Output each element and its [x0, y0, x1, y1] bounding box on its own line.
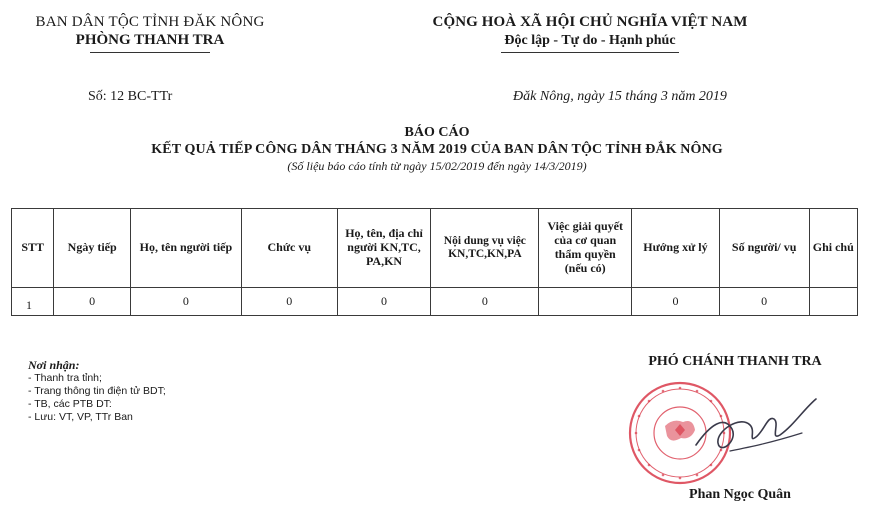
handwritten-signature-icon	[690, 385, 820, 475]
header-cell-reception-date: Ngày tiếp	[54, 209, 131, 288]
report-table	[11, 208, 858, 316]
header-cell-stt: STT	[12, 209, 54, 288]
table-row	[12, 288, 858, 316]
signer-title: PHÓ CHÁNH THANH TRA	[648, 354, 822, 369]
document-date: Đăk Nông, ngày 15 tháng 3 năm 2019	[513, 89, 727, 104]
table-header-row	[12, 209, 858, 288]
cell-receiver-name: 0	[130, 288, 241, 316]
document-number: Số: 12 BC-TTr	[88, 89, 173, 104]
recipient-item: - Trang thông tin điện tử BDT;	[28, 385, 166, 397]
cell-complainant: 0	[337, 288, 431, 316]
header-cell-count: Số người/ vụ	[719, 209, 809, 288]
recipient-item: - Thanh tra tỉnh;	[28, 372, 102, 384]
national-motto: Độc lập - Tự do - Hạnh phúc	[504, 33, 676, 48]
recipients-heading: Nơi nhận:	[28, 358, 80, 372]
report-subject: KẾT QUẢ TIẾP CÔNG DÂN THÁNG 3 NĂM 2019 CỦA BAN DÂN TỘC TỈNH ĐẮK NÔNG	[151, 142, 723, 157]
organization-name: BAN DÂN TỘC TỈNH ĐĂK NÔNG	[35, 14, 265, 30]
cell-case-content: 0	[431, 288, 539, 316]
header-cell-case-content: Nội dung vụ việc KN,TC,KN,PA	[431, 209, 539, 288]
header-cell-complainant: Họ, tên, địa chỉ người KN,TC, PA,KN	[337, 209, 431, 288]
header-cell-handling: Hướng xử lý	[632, 209, 720, 288]
department-name: PHÒNG THANH TRA	[75, 32, 225, 48]
header-right-underline	[501, 52, 679, 53]
report-title	[0, 125, 874, 174]
cell-resolution	[539, 288, 632, 316]
cell-stt: 1	[12, 288, 54, 316]
header-right	[410, 14, 770, 53]
header-left	[20, 14, 280, 53]
recipients-block	[28, 358, 166, 424]
header-left-underline	[90, 52, 210, 53]
header-cell-position: Chức vụ	[241, 209, 337, 288]
recipient-item: - Lưu: VT, VP, TTr Ban	[28, 411, 133, 423]
cell-handling: 0	[632, 288, 720, 316]
recipient-item: - TB, các PTB DT:	[28, 398, 112, 410]
report-kind: BÁO CÁO	[404, 125, 470, 140]
header-cell-notes: Ghi chú	[809, 209, 857, 288]
country-name: CỘNG HOÀ XÃ HỘI CHỦ NGHĨA VIỆT NAM	[432, 14, 748, 30]
report-period: (Số liệu báo cáo tính từ ngày 15/02/2019 đến ngày 14/3/2019)	[287, 159, 587, 173]
signer-name: Phan Ngọc Quân	[689, 487, 791, 502]
cell-position: 0	[241, 288, 337, 316]
cell-count: 0	[719, 288, 809, 316]
header-cell-resolution: Việc giải quyết của cơ quan thẩm quyền (nếu có)	[539, 209, 632, 288]
cell-notes	[809, 288, 857, 316]
header-cell-receiver-name: Họ, tên người tiếp	[130, 209, 241, 288]
cell-reception-date: 0	[54, 288, 131, 316]
